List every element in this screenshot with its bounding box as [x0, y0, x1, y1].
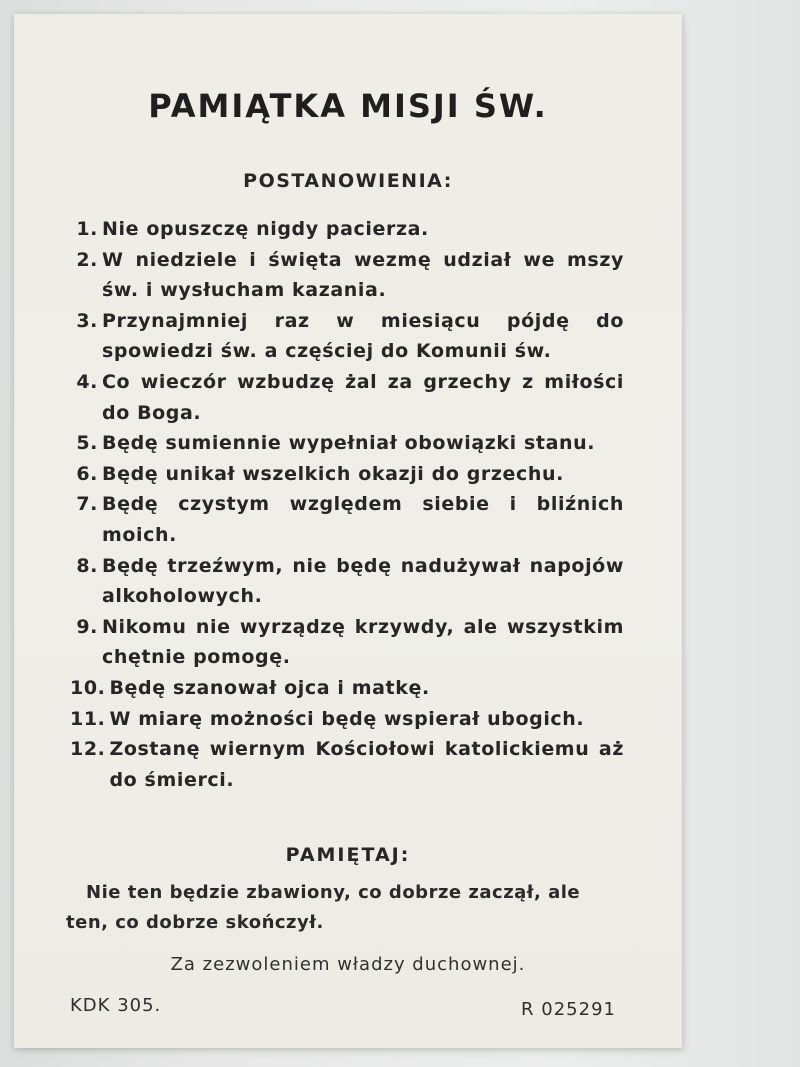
resolution-number: 8.: [76, 554, 98, 577]
resolution-text: Przynajmniej raz w miesiącu pójdę do spowiedzi św. a częściej do Komunii św.: [102, 309, 624, 363]
resolution-item: [70, 367, 624, 428]
resolution-number: 6.: [76, 462, 98, 485]
resolution-item: [70, 459, 624, 490]
resolution-number: 1.: [76, 218, 98, 240]
resolution-text: Nie opuszczę nigdy pacierza.: [102, 218, 429, 240]
resolution-number: 11.: [70, 707, 106, 730]
resolution-number: 2.: [76, 248, 98, 271]
resolution-number: 9.: [76, 615, 98, 638]
resolution-number: 10.: [70, 676, 106, 699]
resolution-text: Co wieczór wzbudzę żal za grzechy z miłości do Boga.: [102, 370, 624, 424]
resolution-item: [70, 489, 624, 550]
resolution-text: W miarę możności będę wspierał ubogich.: [109, 707, 585, 730]
resolution-text: Będę unikał wszelkich okazji do grzechu.: [102, 462, 564, 485]
resolutions-heading: POSTANOWIENIA:: [243, 170, 453, 192]
resolution-number: 5.: [76, 432, 98, 455]
resolution-text: Nikomu nie wyrządzę krzywdy, ale wszystkim chętnie pomogę.: [102, 615, 624, 669]
resolution-text: Będę sumiennie wypełniał obowiązki stanu.: [102, 432, 596, 455]
resolution-number: 3.: [76, 309, 98, 332]
resolution-item: [70, 704, 624, 735]
resolution-number: 4.: [76, 370, 98, 393]
resolution-item: [70, 214, 624, 245]
resolution-item: [70, 306, 624, 367]
resolution-text: Zostanę wiernym Kościołowi katolickiemu aż do śmierci.: [109, 738, 624, 791]
resolution-text: Będę trzeźwym, nie będę nadużywał napojów alkoholowych.: [102, 554, 624, 608]
closing-quote: Nie ten będzie zbawiony, co dobrze zaczął, ale ten, co dobrze skończył.: [66, 882, 581, 933]
resolution-item: [70, 428, 624, 459]
resolution-item: [70, 734, 624, 795]
resolution-item: [70, 551, 624, 612]
resolutions-list: [70, 214, 624, 795]
resolution-text: Będę szanował ojca i matkę.: [109, 676, 430, 699]
resolution-item: [70, 612, 624, 673]
resolution-number: 12.: [70, 738, 106, 761]
card-title: PAMIĄTKA MISJI ŚW.: [148, 87, 548, 125]
resolution-item: [70, 245, 624, 306]
permission-note: Za zezwoleniem władzy duchownej.: [170, 954, 526, 975]
resolution-item: [70, 673, 624, 704]
resolution-number: 7.: [76, 493, 98, 516]
resolution-text: Będę czystym względem siebie i bliźnich moich.: [102, 493, 624, 546]
remember-heading: PAMIĘTAJ:: [285, 844, 411, 866]
print-code-left: KDK 305.: [70, 995, 162, 1016]
resolution-text: W niedziele i święta wezmę udział we mszy św. i wysłucham kazania.: [102, 248, 624, 302]
print-code-right: R 025291: [521, 999, 616, 1020]
prayer-card: [14, 14, 682, 1048]
